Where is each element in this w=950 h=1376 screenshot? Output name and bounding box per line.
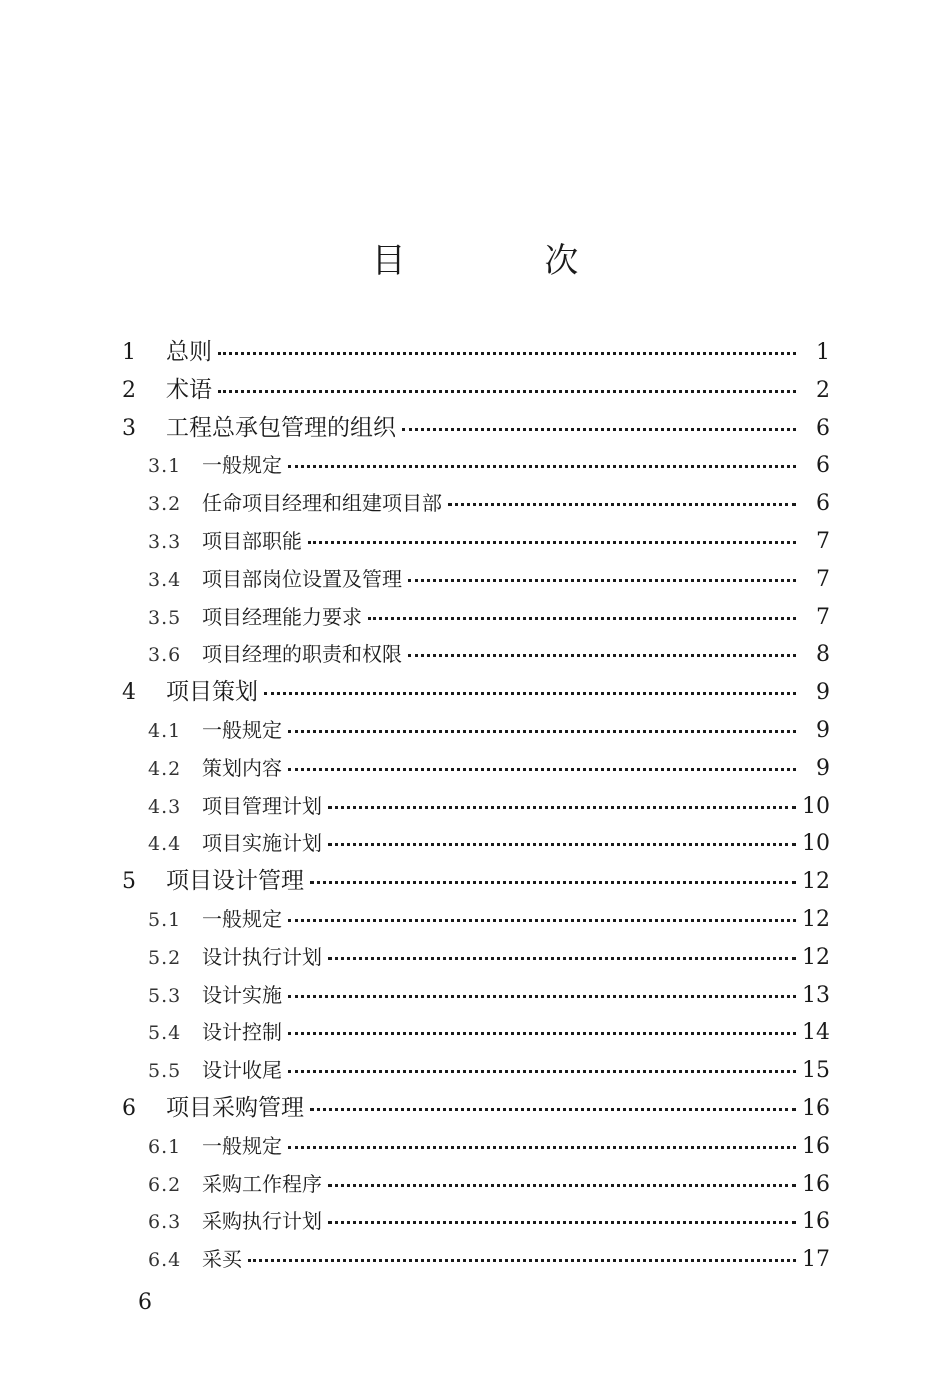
toc-entry-label: 项目采购管理 (166, 1094, 304, 1121)
toc-entry-page: 12 (802, 869, 830, 895)
toc-entry-number: 3.6 (148, 644, 182, 667)
toc-entry-number: 5.2 (148, 946, 182, 969)
toc-entry-page: 6 (816, 453, 830, 479)
dot-leader (288, 1145, 796, 1149)
toc-entry-label: 设计执行计划 (202, 944, 322, 969)
toc-entry-number: 3.4 (148, 568, 182, 591)
toc-entry-number: 4.4 (148, 833, 182, 856)
toc-section-entry[interactable] (120, 599, 830, 637)
toc-entry-number: 3.2 (148, 493, 182, 516)
toc-section-entry[interactable] (120, 523, 830, 561)
toc-section-entry[interactable] (120, 939, 830, 977)
dot-leader (402, 427, 796, 431)
toc-entry-page: 15 (802, 1058, 830, 1084)
toc-entry-label: 采购执行计划 (202, 1209, 322, 1234)
toc-entry-number: 3.5 (148, 606, 182, 629)
toc-entry-label: 一般规定 (202, 1133, 282, 1158)
toc-entry-page: 9 (816, 680, 830, 706)
dot-leader (288, 994, 796, 998)
toc-entry-number: 6.2 (148, 1173, 182, 1196)
toc-entry-label: 任命项目经理和组建项目部 (202, 491, 442, 516)
toc-section-entry[interactable] (120, 1203, 830, 1241)
toc-entry-label: 项目部岗位设置及管理 (202, 566, 402, 591)
toc-entry-number: 5.1 (148, 908, 182, 931)
toc-entry-label: 总则 (166, 339, 212, 365)
toc-entry-label: 术语 (166, 376, 212, 403)
toc-chapter-entry[interactable] (120, 372, 830, 410)
toc-section-entry[interactable] (120, 825, 830, 863)
dot-leader (264, 691, 796, 695)
dot-leader (308, 540, 796, 544)
toc-entry-label: 一般规定 (202, 906, 282, 931)
dot-leader (288, 1031, 796, 1035)
toc-entry-label: 采购工作程序 (202, 1171, 322, 1196)
toc-entry-page: 16 (802, 1133, 830, 1159)
toc-entry-label: 一般规定 (202, 453, 282, 478)
dot-leader (248, 1258, 796, 1262)
toc-entry-label: 项目设计管理 (166, 868, 304, 895)
table-of-contents (120, 334, 830, 1279)
toc-entry-page: 9 (816, 755, 830, 781)
toc-entry-label: 项目管理计划 (202, 793, 322, 818)
dot-leader (218, 351, 796, 355)
toc-entry-number: 5 (122, 869, 136, 895)
toc-entry-number: 4.1 (148, 719, 182, 742)
dot-leader (328, 1183, 796, 1187)
toc-entry-page: 1 (816, 340, 830, 365)
dot-leader (288, 729, 796, 733)
dot-leader (288, 1069, 796, 1073)
toc-chapter-entry[interactable] (120, 863, 830, 901)
toc-entry-number: 4.3 (148, 795, 182, 818)
toc-entry-label: 项目经理的职责和权限 (202, 642, 402, 667)
page-title: 目 次 (371, 241, 643, 281)
toc-chapter-entry[interactable] (120, 674, 830, 712)
toc-entry-page: 2 (816, 377, 830, 403)
toc-entry-page: 10 (802, 793, 830, 819)
toc-entry-page: 7 (816, 604, 830, 630)
toc-entry-page: 12 (802, 944, 830, 970)
toc-entry-number: 6.3 (148, 1211, 182, 1234)
toc-entry-label: 一般规定 (202, 717, 282, 742)
toc-section-entry[interactable] (120, 1241, 830, 1279)
toc-section-entry[interactable] (120, 1052, 830, 1090)
dot-leader (328, 956, 796, 960)
toc-entry-page: 16 (802, 1171, 830, 1197)
toc-entry-page: 8 (816, 642, 830, 668)
page-number: 6 (138, 1290, 152, 1312)
toc-entry-label: 设计实施 (202, 982, 282, 1007)
toc-entry-page: 16 (802, 1209, 830, 1235)
toc-entry-number: 4.2 (148, 757, 182, 780)
toc-entry-number: 5.5 (148, 1060, 182, 1083)
toc-entry-label: 采买 (202, 1247, 242, 1272)
toc-entry-number: 6 (122, 1095, 136, 1121)
dot-leader (328, 842, 796, 846)
dot-leader (310, 1107, 796, 1111)
toc-entry-number: 6.1 (148, 1135, 182, 1158)
dot-leader (328, 1220, 796, 1224)
toc-entry-number: 5.3 (148, 984, 182, 1007)
toc-entry-page: 10 (802, 831, 830, 857)
toc-section-entry[interactable] (120, 1166, 830, 1204)
toc-entry-number: 6.4 (148, 1249, 182, 1272)
toc-chapter-entry[interactable] (120, 410, 830, 448)
toc-entry-label: 策划内容 (202, 755, 282, 780)
toc-entry-number: 3.3 (148, 530, 182, 553)
toc-entry-page: 17 (802, 1247, 830, 1273)
toc-entry-label: 项目策划 (166, 679, 258, 706)
dot-leader (328, 805, 796, 809)
toc-entry-page: 13 (802, 982, 830, 1008)
toc-entry-label: 工程总承包管理的组织 (166, 414, 396, 441)
toc-entry-number: 1 (122, 340, 136, 365)
toc-entry-label: 项目实施计划 (202, 831, 322, 856)
dot-leader (368, 616, 796, 620)
toc-section-entry[interactable] (120, 977, 830, 1015)
dot-leader (288, 464, 796, 468)
dot-leader (288, 918, 796, 922)
toc-entry-number: 4 (122, 680, 136, 706)
toc-section-entry[interactable] (120, 1014, 830, 1052)
toc-chapter-entry[interactable] (120, 1090, 830, 1128)
toc-section-entry[interactable] (120, 447, 830, 485)
toc-entry-label: 设计控制 (202, 1020, 282, 1045)
toc-section-entry[interactable] (120, 561, 830, 599)
dot-leader (288, 767, 796, 771)
toc-chapter-entry[interactable] (120, 334, 830, 372)
toc-entry-number: 2 (122, 377, 136, 403)
toc-entry-page: 7 (816, 528, 830, 554)
toc-entry-page: 12 (802, 906, 830, 932)
toc-entry-page: 16 (802, 1095, 830, 1121)
toc-entry-page: 6 (816, 491, 830, 517)
toc-section-entry[interactable] (120, 1128, 830, 1166)
toc-section-entry[interactable] (120, 901, 830, 939)
toc-section-entry[interactable] (120, 485, 830, 523)
toc-section-entry[interactable] (120, 788, 830, 826)
dot-leader (218, 389, 796, 393)
toc-section-entry[interactable] (120, 712, 830, 750)
toc-entry-page: 7 (816, 566, 830, 592)
toc-entry-label: 项目部职能 (202, 528, 302, 553)
toc-entry-page: 9 (816, 717, 830, 743)
toc-entry-number: 3.1 (148, 455, 182, 478)
dot-leader (448, 502, 796, 506)
dot-leader (310, 880, 796, 884)
toc-entry-number: 5.4 (148, 1022, 182, 1045)
toc-entry-page: 14 (802, 1020, 830, 1046)
toc-entry-number: 3 (122, 415, 136, 441)
dot-leader (408, 578, 796, 582)
toc-entry-label: 项目经理能力要求 (202, 604, 362, 629)
toc-section-entry[interactable] (120, 636, 830, 674)
toc-entry-page: 6 (816, 415, 830, 441)
toc-entry-label: 设计收尾 (202, 1058, 282, 1083)
toc-section-entry[interactable] (120, 750, 830, 788)
dot-leader (408, 653, 796, 657)
